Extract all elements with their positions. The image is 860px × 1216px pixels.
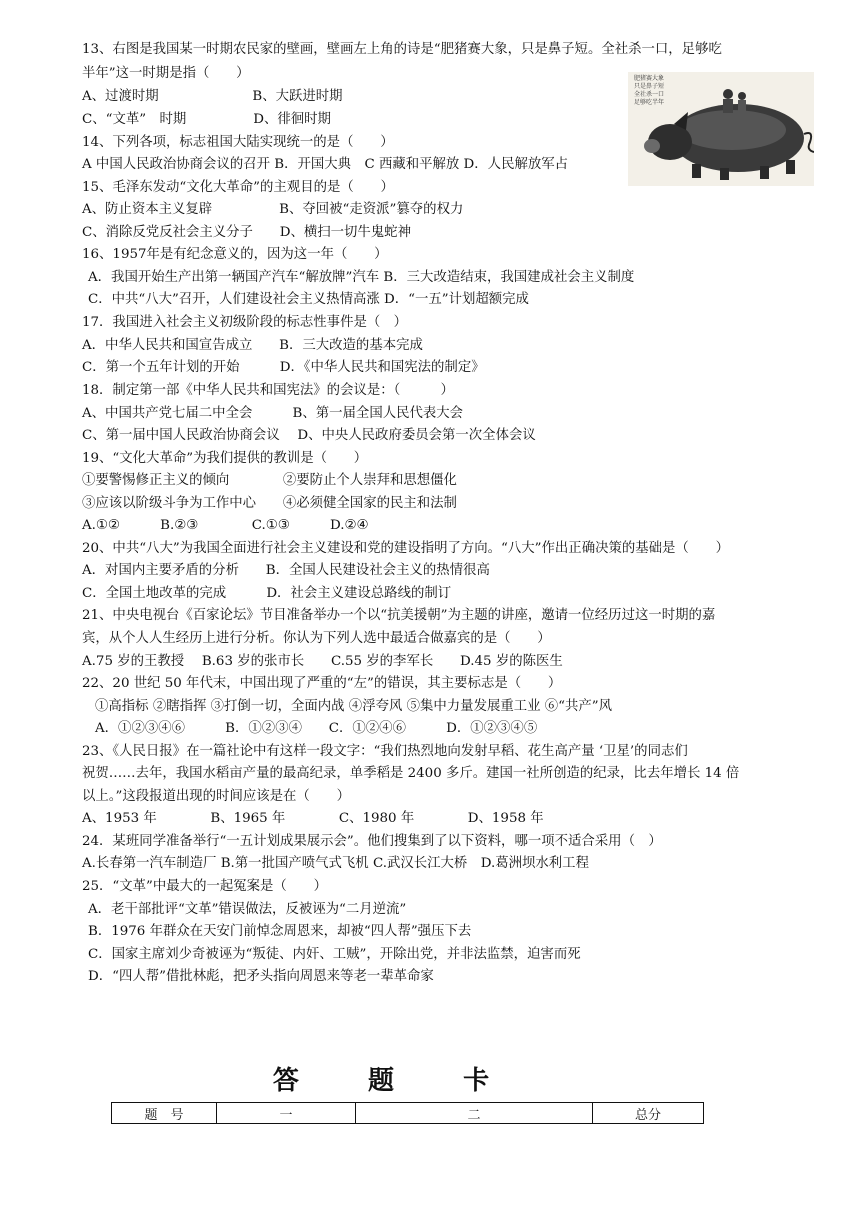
q19-options: A.①② B.②③ C.①③ D.②④ (82, 518, 369, 533)
header-section-two: 二 (356, 1103, 593, 1124)
score-table-header-row (112, 1103, 704, 1124)
q23-options: A、1953 年 B、1965 年 C、1980 年 D、1958 年 (82, 811, 544, 826)
header-question-number: 题 号 (112, 1103, 217, 1124)
q23-stem-line1: 23、《人民日报》在一篇社论中有这样一段文字：“我们热烈地向发射早稻、花生高产量 ‘卫星’的同志们 (82, 744, 688, 759)
mural-poem-line: 肥猪赛大象 (634, 75, 665, 82)
q21-options: A.75 岁的王教授 B.63 岁的张市长 C.55 岁的李军长 D.45 岁的陈医生 (82, 654, 563, 669)
title-char: 题 (367, 1066, 396, 1096)
q22-items: ①高指标 ②瞎指挥 ③打倒一切，全面内战 ④浮夸风 ⑤集中力量发展重工业 ⑥“共产”风 (95, 699, 613, 714)
q17-options-ab: A．中华人民共和国宣告成立 B．三大改造的基本完成 (82, 338, 423, 353)
q25-option-d: D．“四人帮”借批林彪，把矛头指向周恩来等老一辈革命家 (88, 969, 434, 984)
pig-illustration-icon (628, 72, 814, 186)
q14-options: A 中国人民政治协商会议的召开 B．开国大典 C 西藏和平解放 D．人民解放军占 (82, 157, 569, 172)
score-table (111, 1102, 704, 1124)
q16-options-ab: A．我国开始生产出第一辆国产汽车“解放牌”汽车 B．三大改造结束，我国建成社会主义制度 (88, 270, 635, 285)
q25-option-b: B．1976 年群众在天安门前悼念周恩来，却被“四人帮”强压下去 (88, 924, 472, 939)
q13-options-ab: A、过渡时期 B、大跃进时期 (82, 89, 343, 104)
q14-stem: 14、下列各项，标志祖国大陆实现统一的是（ ） (82, 135, 394, 150)
q19-items-34: ③应该以阶级斗争为工作中心 ④必须健全国家的民主和法制 (82, 496, 457, 511)
mural-poem-line: 足够吃半年 (634, 99, 665, 106)
q16-options-cd: C．中共“八大”召开，人们建设社会主义热情高涨 D．“一五”计划超额完成 (88, 292, 529, 307)
q21-stem-line1: 21、中央电视台《百家论坛》节目准备举办一个以“抗美援朝”为主题的讲座，邀请一位经历过这一时期的嘉 (82, 608, 716, 623)
mural-pig-image (628, 72, 814, 186)
q25-stem: 25．“文革”中最大的一起冤案是（ ） (82, 879, 327, 894)
q24-stem: 24．某班同学准备举行“一五计划成果展示会”。他们搜集到了以下资料，哪一项不适合采用（ ） (82, 834, 662, 849)
q15-options-ab: A、防止资本主义复辟 B、夺回被“走资派”篡夺的权力 (82, 202, 464, 217)
q19-stem: 19、“文化大革命”为我们提供的教训是（ ） (82, 451, 368, 466)
q15-stem: 15、毛泽东发动“文化大革命”的主观目的是（ ） (82, 180, 394, 195)
q21-stem-line2: 宾，从个人人生经历上进行分析。你认为下列人选中最适合做嘉宾的是（ ） (82, 631, 551, 646)
q18-options-cd: C、第一届中国人民政治协商会议 D、中央人民政府委员会第一次全体会议 (82, 428, 536, 443)
q17-options-cd: C．第一个五年计划的开始 D．《中华人民共和国宪法的制定》 (82, 360, 485, 375)
q18-stem: 18．制定第一部《中华人民共和国宪法》的会议是：（ ） (82, 383, 454, 398)
q19-items-12: ①要警惕修正主义的倾向 ②要防止个人崇拜和思想僵化 (82, 473, 457, 488)
q25-option-c: C．国家主席刘少奇被诬为“叛徒、内奸、工贼”，开除出党，并非法监禁，迫害而死 (88, 947, 581, 962)
mural-poem-line: 全社杀一口 (634, 91, 665, 98)
q23-stem-line2: 祝贺……去年，我国水稻亩产量的最高纪录，单季稻是 2400 多斤。建国一社所创造的纪录，比去年增长 14 倍 (82, 766, 740, 781)
q15-options-cd: C、消除反党反社会主义分子 D、横扫一切牛鬼蛇神 (82, 225, 411, 240)
q18-options-ab: A、中国共产党七届二中全会 B、第一届全国人民代表大会 (82, 406, 464, 421)
title-char: 答 (272, 1066, 301, 1096)
q22-stem: 22、20 世纪 50 年代末，中国出现了严重的“左”的错误，其主要标志是（ ） (82, 676, 562, 691)
answer-card-title (0, 1060, 764, 1097)
q20-options-ab: A．对国内主要矛盾的分析 B．全国人民建设社会主义的热情很高 (82, 563, 490, 578)
q20-stem: 20、中共“八大”为我国全面进行社会主义建设和党的建设指明了方向。“八大”作出正确决策的基础是（ ） (82, 541, 729, 556)
q16-stem: 16、1957年是有纪念意义的，因为这一年（ ） (82, 247, 388, 262)
title-char: 卡 (463, 1066, 492, 1096)
q25-option-a: A．老干部批评“文革”错误做法，反被诬为“二月逆流” (88, 902, 407, 917)
q23-stem-line3: 以上。”这段报道出现的时间应该是在（ ） (82, 789, 350, 804)
header-section-one: 一 (217, 1103, 356, 1124)
q13-options-cd: C、“文革” 时期 D、徘徊时期 (82, 112, 331, 127)
header-total-score: 总分 (593, 1103, 704, 1124)
q24-options: A.长春第一汽车制造厂 B.第一批国产喷气式飞机 C.武汉长江大桥 D.葛洲坝水利工程 (82, 856, 589, 871)
q17-stem: 17．我国进入社会主义初级阶段的标志性事件是（ ） (82, 315, 408, 330)
q20-options-cd: C．全国土地改革的完成 D．社会主义建设总路线的制订 (82, 586, 452, 601)
q22-options: A．①②③④⑥ B．①②③④ C．①②④⑥ D．①②③④⑤ (95, 721, 538, 736)
q13-stem-line2: 半年”这一时期是指（ ） (82, 66, 250, 81)
mural-poem-line: 只是鼻子短 (634, 83, 665, 90)
q13-stem-line1: 13、右图是我国某一时期农民家的壁画，壁画左上角的诗是“肥猪赛大象，只是鼻子短。全社杀一口，足够吃 (82, 42, 722, 57)
